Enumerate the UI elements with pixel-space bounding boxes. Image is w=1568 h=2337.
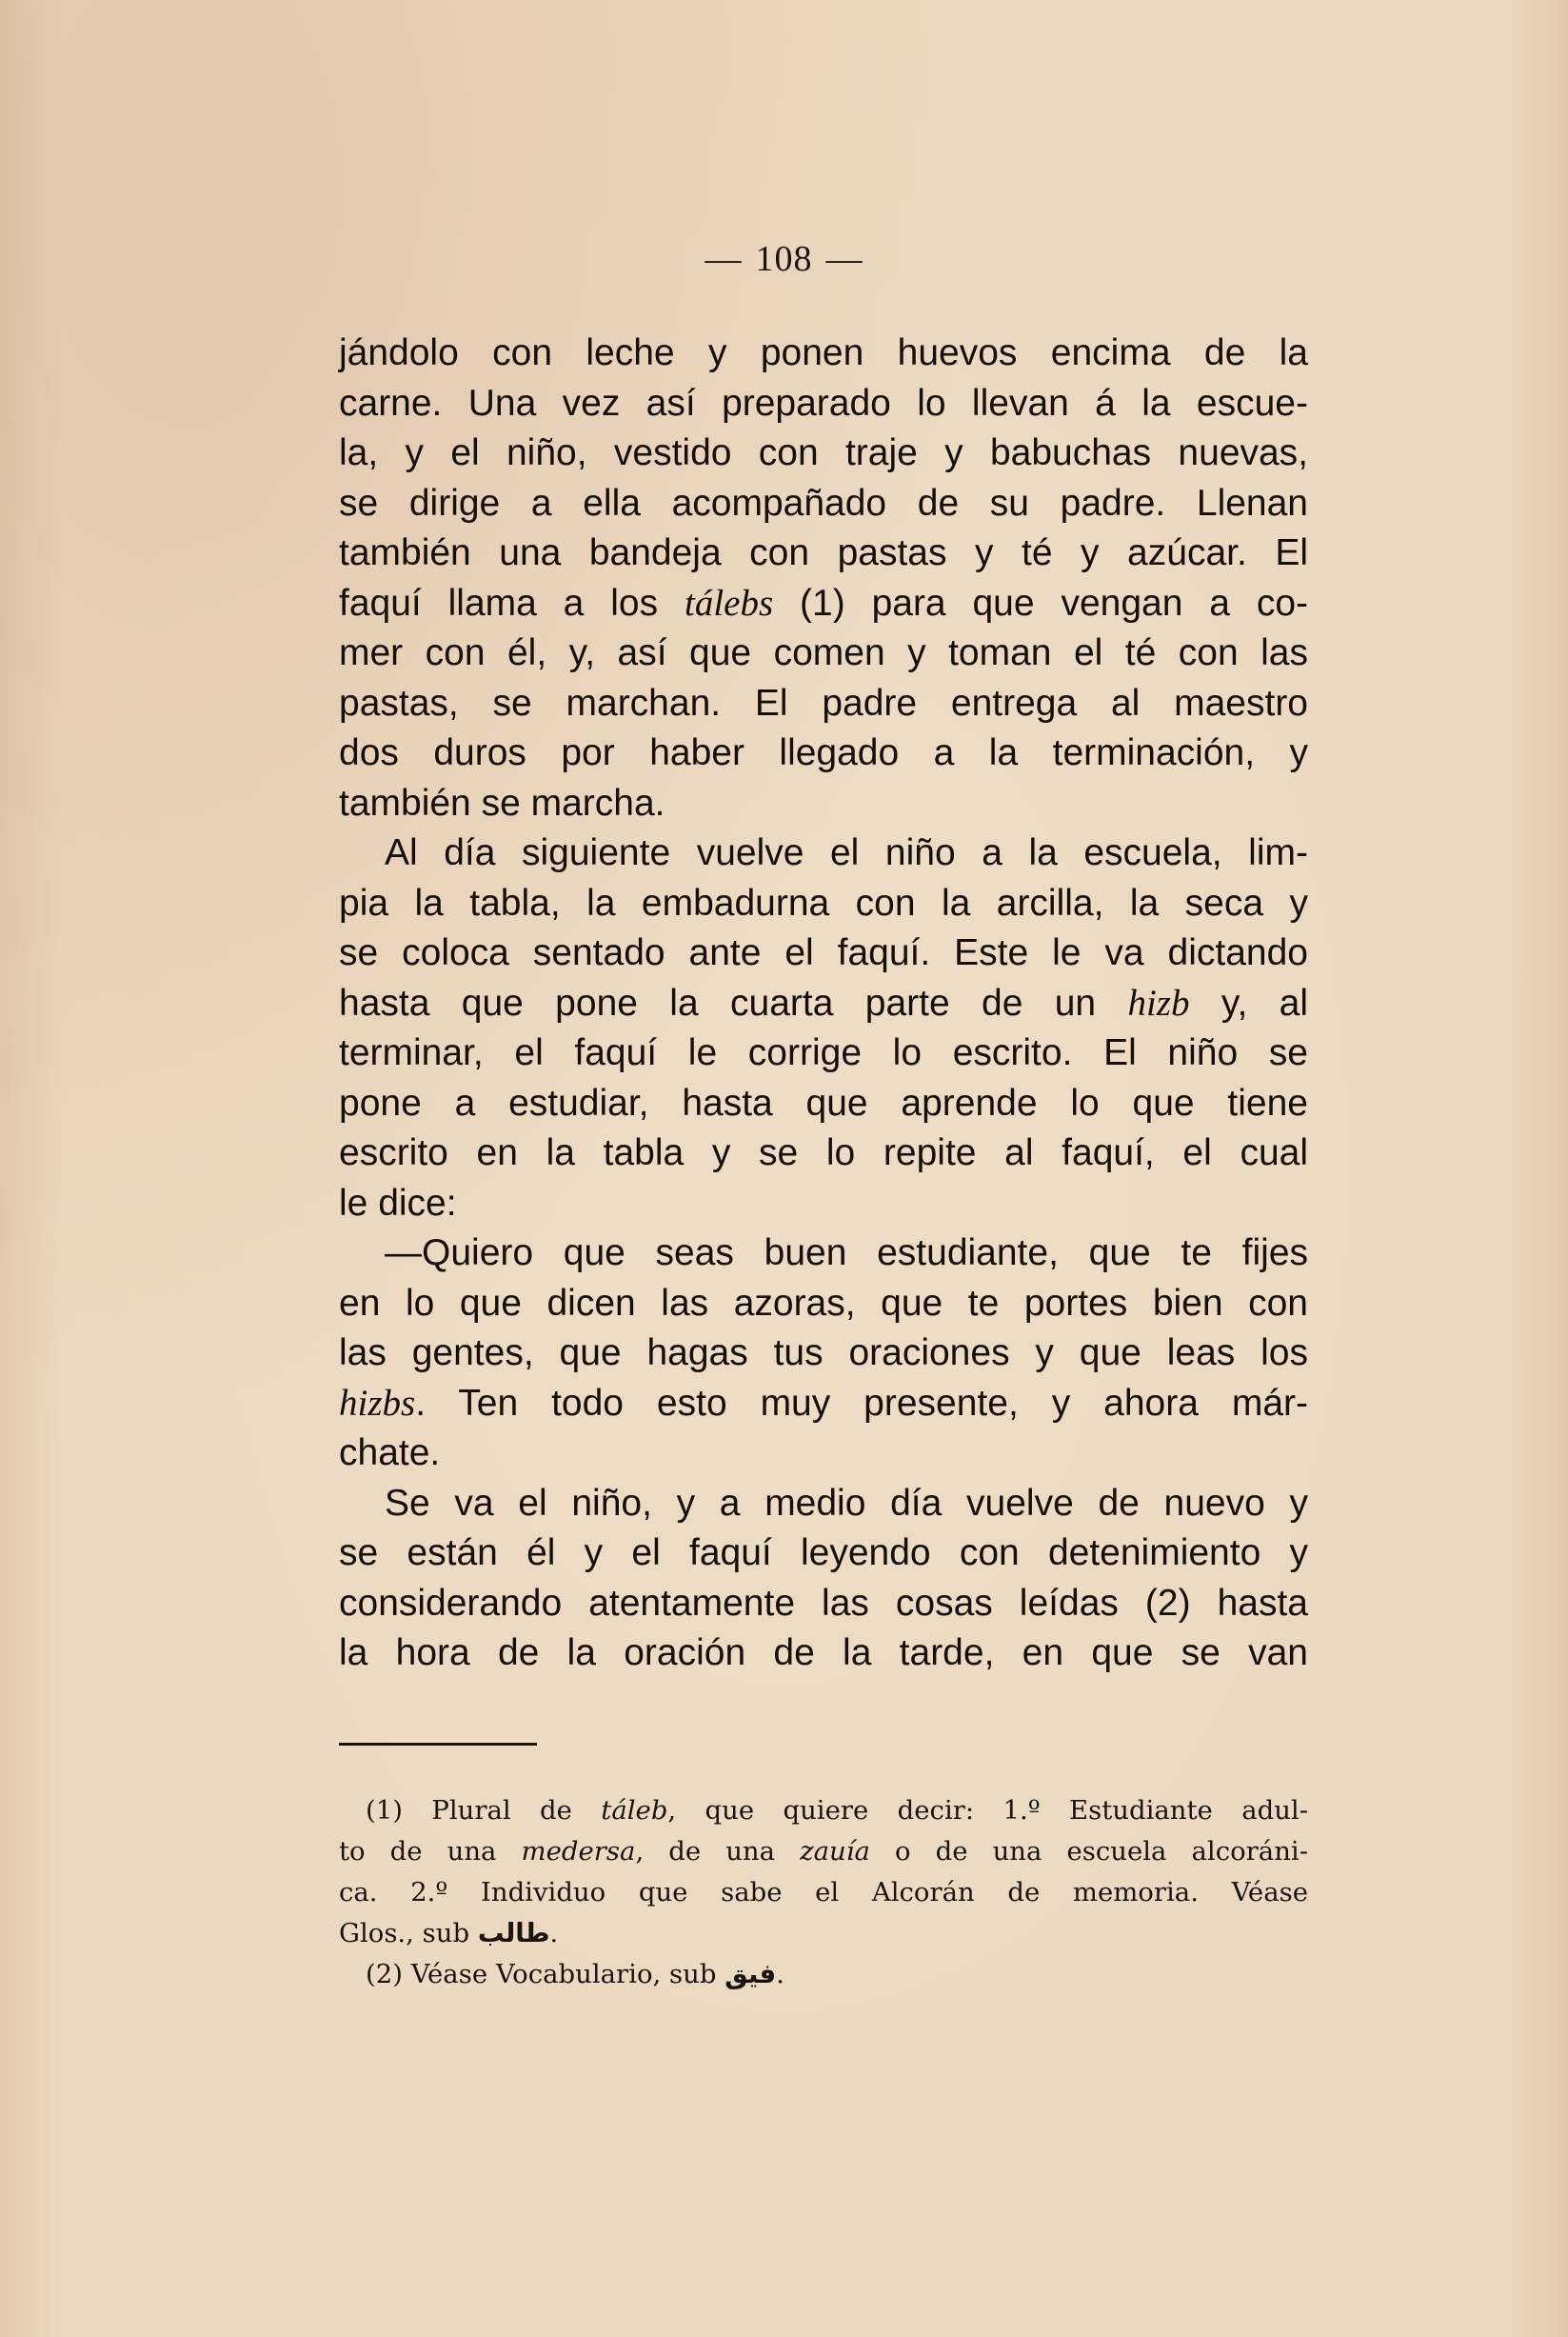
text-run: hasta que pone la cuarta parte de un: [339, 982, 1128, 1024]
dialogue-start-line: —Quiero que seas buen estudiante, que te fijes: [385, 1232, 1308, 1273]
text-line: se dirige a ella acompañado de su padre. Llenan: [339, 482, 1308, 524]
paragraph-start-line: Al día siguiente vuelve el niño a la escuela, lim-: [385, 832, 1308, 873]
footnote-2-line: [339, 1954, 1308, 1995]
text-run: faquí llama a los: [339, 582, 685, 624]
text-line: le dice:: [339, 1182, 457, 1224]
text-line: se coloca sentado ante el faquí. Este le va dictando: [339, 932, 1308, 973]
text-line: las gentes, que hagas tus oraciones y que leas los: [339, 1332, 1308, 1373]
text-line: chate.: [339, 1432, 441, 1473]
text-run: . Ten todo esto muy presente, y ahora már-: [415, 1382, 1308, 1424]
text-run: .: [776, 1959, 784, 1989]
text-run: to de una: [339, 1836, 522, 1867]
italic-term-taleb: táleb: [601, 1795, 668, 1826]
text-run: (1) para que vengan a co-: [773, 582, 1309, 624]
text-line: también se marcha.: [339, 782, 665, 824]
text-line: pia la tabla, la embadurna con la arcilla, la seca y: [339, 882, 1308, 924]
text-line: [339, 1379, 1308, 1429]
text-line: escrito en la tabla y se lo repite al faquí, el cual: [339, 1132, 1308, 1173]
footnote-separator-rule: [339, 1743, 537, 1746]
text-line: considerando atentamente las cosas leídas (2) hasta: [339, 1582, 1308, 1624]
text-run: (2) Véase Vocabulario, sub: [366, 1959, 725, 1989]
footnote-1-line: [339, 1831, 1308, 1872]
text-run: .: [549, 1918, 559, 1948]
italic-term-medersa: medersa: [521, 1836, 636, 1867]
footnote-1-line: [339, 1913, 1308, 1954]
text-line: carne. Una vez así preparado lo llevan á la escue-: [339, 382, 1308, 424]
text-line: jándolo con leche y ponen huevos encima de la: [339, 332, 1308, 373]
text-line: [339, 579, 1308, 629]
text-run: , que quiere decir: 1.º Estudiante adul-: [667, 1795, 1308, 1826]
text-run: (1) Plural de: [366, 1795, 602, 1826]
page-number: [0, 238, 1568, 280]
text-line: dos duros por haber llegado a la terminación, y: [339, 732, 1308, 773]
text-line: en lo que dicen las azoras, que te portes bien con: [339, 1282, 1308, 1324]
italic-term-hizb: hizb: [1127, 982, 1190, 1024]
footnote-1-line: [339, 1790, 1308, 1831]
text-line: la, y el niño, vestido con traje y babuchas nuevas,: [339, 432, 1308, 473]
italic-term-zauia: zauía: [800, 1836, 870, 1867]
text-run: Glos., sub: [339, 1918, 478, 1948]
footnote-1-line: ca. 2.º Individuo que sabe el Alcorán de memoria. Véase: [339, 1877, 1308, 1908]
text-line: pastas, se marchan. El padre entrega al maestro: [339, 682, 1308, 724]
folio-number: 108: [755, 239, 813, 279]
text-line: pone a estudiar, hasta que aprende lo que tiene: [339, 1082, 1308, 1124]
main-text-block: [339, 329, 1308, 1679]
text-run: y, al: [1189, 982, 1308, 1024]
text-line: terminar, el faquí le corrige lo escrito. El niño se: [339, 1032, 1308, 1073]
folio-dash-right: —: [825, 239, 863, 279]
text-run: o de una escuela alcoráni-: [869, 1836, 1308, 1867]
text-line: se están él y el faquí leyendo con detenimiento y: [339, 1532, 1308, 1573]
arabic-term-taleb: طالب: [477, 1918, 550, 1948]
text-run: , de una: [635, 1836, 801, 1867]
folio-dash-left: —: [705, 239, 743, 279]
paragraph-start-line: Se va el niño, y a medio día vuelve de nuevo y: [385, 1482, 1308, 1524]
footnotes-block: [339, 1790, 1308, 1995]
text-line: la hora de la oración de la tarde, en que se van: [339, 1632, 1308, 1673]
text-line: mer con él, y, así que comen y toman el té con las: [339, 632, 1308, 673]
arabic-term-fiq: فيق: [724, 1959, 777, 1989]
italic-term-hizbs: hizbs: [339, 1382, 416, 1424]
text-line: [339, 979, 1308, 1029]
italic-term-talebs: tálebs: [684, 582, 774, 624]
text-line: también una bandeja con pastas y té y azúcar. El: [339, 532, 1308, 573]
